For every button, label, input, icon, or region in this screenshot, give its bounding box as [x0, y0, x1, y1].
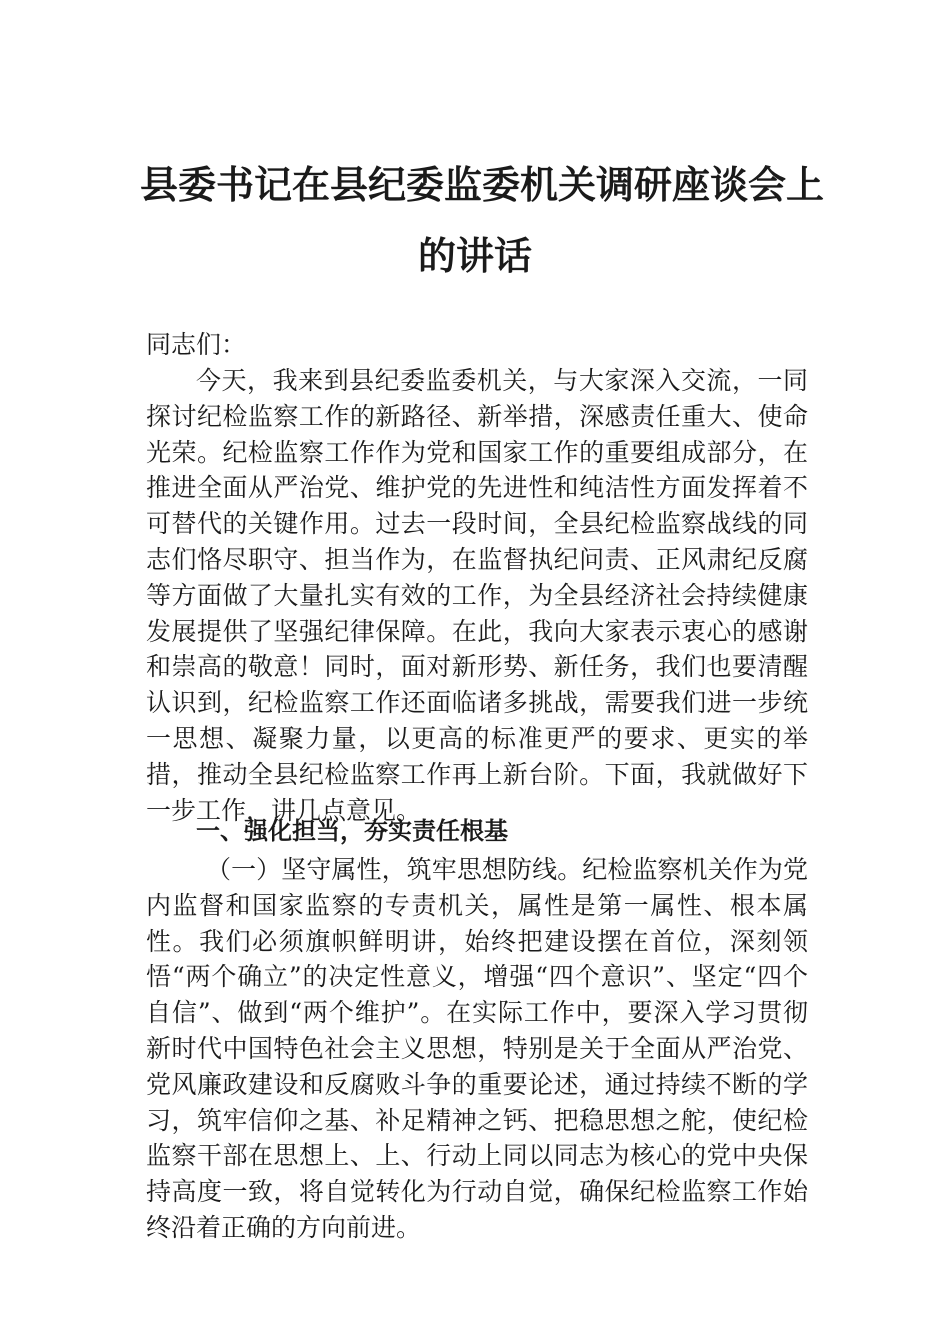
document-title-line-1: 县委书记在县纪委监委机关调研座谈会上 — [140, 162, 825, 207]
document-title-line-2: 的讲话 — [417, 233, 532, 278]
salutation: 同志们： — [146, 330, 247, 359]
subsection-1-paragraph — [146, 852, 808, 1246]
subsection-1-label: （一）坚守属性，筑牢思想防线。 — [206, 855, 583, 884]
intro-paragraph: 今天，我来到县纪委监委机关，与大家深入交流，一同探讨纪检监察工作的新路径、新举措，深感责任重大、使命光荣。纪检监察工作作为党和国家工作的重要组成部分，在推进全面从严治党、维护党的先进性和纯洁性方面发挥着不可替代的关键作用。过去一段时间，全县纪检监察战线的同志们恪尽职守、担当作为，在监督执纪问责、正风肃纪反腐等方面做了大量扎实有效的工作，为全县经济社会持续健康发展提供了坚强纪律保障。在此，我向大家表示衷心的感谢和崇高的敬意！同时，面对新形势、新任务，我们也要清醒认识到，纪检监察工作还面临诸多挑战，需要我们进一步统一思想、凝聚力量，以更高的标准更严的要求、更实的举措，推动全县纪检监察工作再上新台阶。下面，我就做好下一步工作，讲几点意见。 — [146, 366, 808, 825]
section-1-heading: 一、强化担当，夯实责任根基 — [196, 817, 508, 845]
subsection-1-body: 纪检监察机关作为党内监督和国家监察的专责机关，属性是第一属性、根本属性。我们必须旗帜鲜明讲，始终把建设摆在首位，深刻领悟“两个确立”的决定性意义，增强“四个意识”、坚定“四个自信”、做到“两个维护”。在实际工作中，要深入学习贯彻新时代中国特色社会主义思想，特别是关于全面从严治党、党风廉政建设和反腐败斗争的重要论述，通过持续不断的学习，筑牢信仰之基、补足精神之钙、把稳思想之舵，使纪检监察干部在思想上、上、行动上同以同志为核心的党中央保持高度一致，将自觉转化为行动自觉，确保纪检监察工作始终沿着正确的方向前进。 — [146, 855, 808, 1242]
